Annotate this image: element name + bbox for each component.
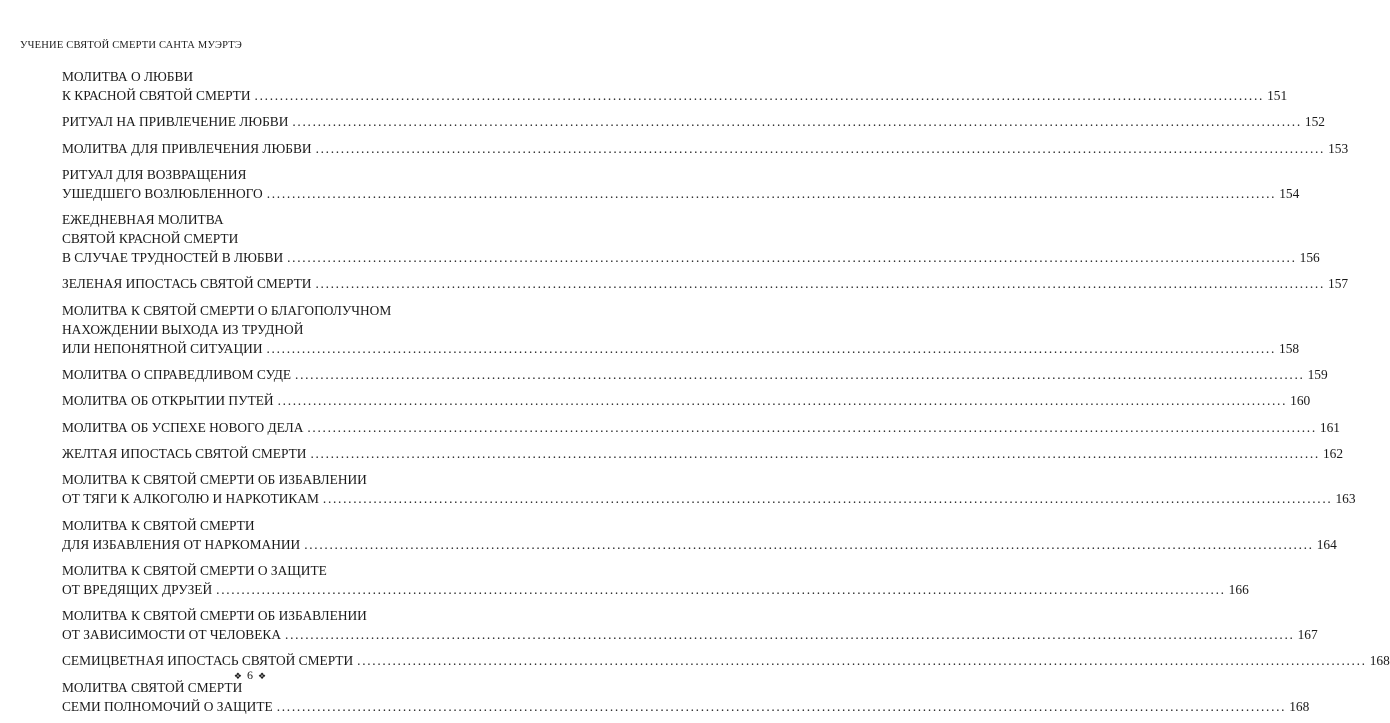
- page-number: 6: [247, 668, 253, 682]
- running-head-title: УЧЕНИЕ СВЯТОЙ СМЕРТИ САНТА МУЭРТЭ: [20, 40, 246, 52]
- toc-entry-last-line: [62, 418, 1340, 437]
- toc-entry-last-line: [62, 339, 1300, 358]
- dot-leader: ........................................................................................................................................................................................................: [277, 393, 1288, 409]
- toc-entry-title: ЖЕЛТАЯ ИПОСТАСЬ СВЯТОЙ СМЕРТИ: [62, 445, 307, 461]
- toc-entry-title: УШЕДШЕГО ВОЗЛЮБЛЕННОГО: [62, 185, 263, 201]
- toc-entry: [62, 139, 1349, 158]
- toc-entry-title: РИТУАЛ НА ПРИВЛЕЧЕНИЕ ЛЮБВИ: [62, 114, 289, 130]
- toc-page-number: 164: [1316, 536, 1337, 552]
- toc-entry: [62, 67, 1288, 105]
- toc-entry: [62, 165, 1300, 203]
- toc-entry-last-line: [62, 444, 1344, 463]
- toc-entry-last-line: [62, 139, 1349, 158]
- toc-entry-last-line: [62, 274, 1349, 293]
- toc-entry-line: МОЛИТВА К СВЯТОЙ СМЕРТИ ОБ ИЗБАВЛЕНИИ: [62, 608, 367, 624]
- toc-page-number: 156: [1299, 250, 1320, 266]
- toc-entry-title: ОТ ТЯГИ К АЛКОГОЛЮ И НАРКОТИКАМ: [62, 491, 319, 507]
- toc-entry: [62, 365, 1328, 384]
- dot-leader: ........................................................................................................................................................................................................: [292, 114, 1302, 130]
- toc-entry: [62, 516, 1337, 554]
- dot-leader: ........................................................................................................................................................................................................: [322, 491, 1333, 507]
- toc-page-number: 157: [1328, 276, 1349, 292]
- toc-entry: [62, 444, 1344, 463]
- toc-entry-last-line: [62, 365, 1328, 384]
- toc-entry-title: МОЛИТВА О СПРАВЕДЛИВОМ СУДЕ: [62, 367, 292, 383]
- toc-entry-line: МОЛИТВА СВЯТОЙ СМЕРТИ: [62, 679, 243, 695]
- toc-entry-last-line: [62, 580, 1249, 599]
- toc-entry-line: МОЛИТВА К СВЯТОЙ СМЕРТИ ОБ ИЗБАВЛЕНИИ: [62, 472, 367, 488]
- toc-page-number: 158: [1279, 340, 1300, 356]
- toc-entry-line: СВЯТОЙ КРАСНОЙ СМЕРТИ: [62, 231, 239, 247]
- dot-leader: ........................................................................................................................................................................................................: [287, 250, 1297, 266]
- dot-leader: ........................................................................................................................................................................................................: [315, 140, 1326, 156]
- toc-entry-last-line: [62, 391, 1311, 410]
- toc-entry-title: К КРАСНОЙ СВЯТОЙ СМЕРТИ: [62, 88, 251, 103]
- toc-entry-title: МОЛИТВА ОБ ОТКРЫТИИ ПУТЕЙ: [62, 393, 274, 409]
- page-folio: [0, 668, 500, 683]
- toc-entry: [62, 606, 1318, 644]
- toc-entry-line: РИТУАЛ ДЛЯ ВОЗВРАЩЕНИЯ: [62, 166, 247, 182]
- dot-leader: ........................................................................................................................................................................................................: [276, 698, 1287, 714]
- toc-entry: [62, 391, 1311, 410]
- toc-entry-line: НАХОЖДЕНИИ ВЫХОДА ИЗ ТРУДНОЙ: [62, 321, 304, 337]
- toc-page-number: 166: [1228, 581, 1249, 597]
- toc-entry-last-line: [62, 535, 1337, 554]
- toc-entry-last-line: [62, 489, 1356, 508]
- ornament-right-icon: ❖: [258, 671, 267, 681]
- toc-entry: [62, 678, 1310, 716]
- dot-leader: ........................................................................................................................................................................................................: [315, 276, 1326, 292]
- dot-leader: ........................................................................................................................................................................................................: [307, 419, 1317, 435]
- toc-page-number: 162: [1322, 445, 1344, 461]
- dot-leader: ........................................................................................................................................................................................................: [254, 88, 1265, 103]
- dot-leader: ........................................................................................................................................................................................................: [266, 340, 1277, 356]
- toc-page-number: 168: [1369, 653, 1390, 669]
- toc-page-number: 160: [1290, 393, 1311, 409]
- toc-page-number: 168: [1289, 698, 1310, 714]
- toc-entry-title: МОЛИТВА ОБ УСПЕХЕ НОВОГО ДЕЛА: [62, 419, 304, 435]
- running-head: [20, 40, 438, 52]
- dot-leader: ........................................................................................................................................................................................................: [310, 445, 1320, 461]
- toc-entry-last-line: [62, 86, 1288, 105]
- dot-leader: ........................................................................................................................................................................................................: [285, 627, 1295, 643]
- toc-entry-line: МОЛИТВА К СВЯТОЙ СМЕРТИ О ЗАЩИТЕ: [62, 562, 327, 578]
- toc-page-number: 161: [1319, 419, 1340, 435]
- toc-entry: [62, 274, 1349, 293]
- toc-entry-title: ОТ ЗАВИСИМОСТИ ОТ ЧЕЛОВЕКА: [62, 627, 282, 643]
- toc-entry: [62, 418, 1340, 437]
- toc-entry: [62, 112, 1325, 131]
- toc-page-number: 154: [1279, 185, 1300, 201]
- toc-page-number: 159: [1307, 367, 1328, 383]
- toc-page-number: 151: [1267, 88, 1288, 103]
- toc-entry-last-line: [62, 625, 1318, 644]
- toc-entry-line: МОЛИТВА О ЛЮБВИ: [62, 69, 194, 84]
- dot-leader: ........................................................................................................................................................................................................: [357, 653, 1367, 669]
- toc-page-number: 167: [1297, 627, 1318, 643]
- toc-entry-last-line: [62, 112, 1325, 131]
- toc-entry-last-line: [62, 697, 1310, 716]
- toc-entry: [62, 561, 1249, 599]
- toc-entry-title: ОТ ВРЕДЯЩИХ ДРУЗЕЙ: [62, 581, 213, 597]
- toc-entry-line: ЕЖЕДНЕВНАЯ МОЛИТВА: [62, 212, 224, 228]
- toc-page-number: 153: [1328, 140, 1349, 156]
- toc-entry-line: МОЛИТВА К СВЯТОЙ СМЕРТИ О БЛАГОПОЛУЧНОМ: [62, 302, 392, 318]
- toc-entry-title: ИЛИ НЕПОНЯТНОЙ СИТУАЦИИ: [62, 340, 263, 356]
- toc-page-number: 152: [1304, 114, 1325, 130]
- toc-entry: [62, 301, 1300, 358]
- toc-entry-title: МОЛИТВА ДЛЯ ПРИВЛЕЧЕНИЯ ЛЮБВИ: [62, 140, 312, 156]
- dot-leader: ........................................................................................................................................................................................................: [266, 185, 1277, 201]
- toc-entry-line: МОЛИТВА К СВЯТОЙ СМЕРТИ: [62, 517, 255, 533]
- toc-entry-last-line: [62, 248, 1320, 267]
- toc-entry: [62, 210, 1320, 267]
- toc-entry-title: ЗЕЛЕНАЯ ИПОСТАСЬ СВЯТОЙ СМЕРТИ: [62, 276, 312, 292]
- dot-leader: ........................................................................................................................................................................................................: [295, 367, 1305, 383]
- toc-entry-last-line: [62, 184, 1300, 203]
- toc-entry: [62, 470, 1356, 508]
- toc-page-number: 163: [1335, 491, 1356, 507]
- toc-entry-title: СЕМИЦВЕТНАЯ ИПОСТАСЬ СВЯТОЙ СМЕРТИ: [62, 653, 354, 669]
- dot-leader: ........................................................................................................................................................................................................: [216, 581, 1226, 597]
- toc-entry-title: СЕМИ ПОЛНОМОЧИЙ О ЗАЩИТЕ: [62, 698, 273, 714]
- toc-entry-title: В СЛУЧАЕ ТРУДНОСТЕЙ В ЛЮБВИ: [62, 250, 284, 266]
- ornament-left-icon: ❖: [233, 671, 242, 681]
- toc-entry-title: ДЛЯ ИЗБАВЛЕНИЯ ОТ НАРКОМАНИИ: [62, 536, 301, 552]
- table-of-contents: [62, 67, 1390, 723]
- dot-leader: ........................................................................................................................................................................................................: [304, 536, 1314, 552]
